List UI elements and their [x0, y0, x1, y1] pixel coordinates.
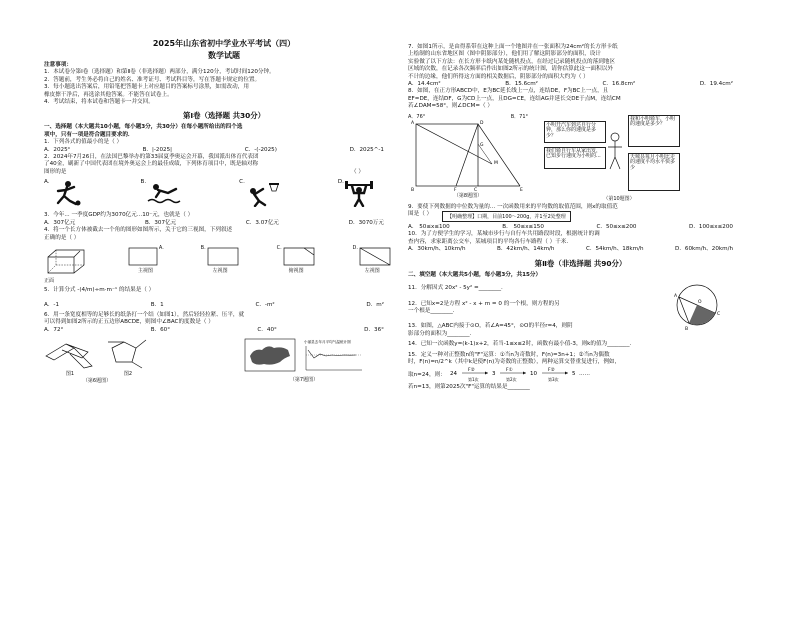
q10-figure: [544, 113, 694, 202]
q6-option-c: C．40°: [257, 326, 277, 333]
q8-option-b: B．71°: [510, 113, 528, 120]
svg-text:B: B: [411, 187, 415, 192]
q2-label-d: D.: [337, 179, 344, 186]
q6-option-d: D．36°: [364, 326, 384, 333]
q9-stem: 9．要使下列数据的中位数为量的... 一次函数用来的平均数的取值范围，则x的取值范: [408, 203, 618, 210]
q6-option-b: B．60°: [150, 326, 171, 333]
q4-view-d-shape: [358, 245, 392, 267]
basketball-player-icon: [245, 179, 281, 207]
q15: 取n=24，则：: [408, 371, 446, 378]
q8-line: EF=DE，连结DF，G为CD上一点，且DG=CE，连结AG并延长交DE于点M，连结CM: [408, 95, 621, 102]
q10-option-a: A．30km/h、10km/h: [408, 246, 466, 253]
notes-line: 1．本试卷分第Ⅰ卷（选择题）和第Ⅱ卷（非选择题）两部分，满分120分，考试时间120分钟。: [44, 69, 275, 76]
part1-intro: 项中，只有一项是符合题目要求的．: [44, 131, 134, 138]
q8-q10-figures: [408, 113, 753, 202]
right-column: [408, 44, 753, 392]
q12: 12．已知x=2是方程 x² - x + m = 0 的一个根，则方程的另: [408, 300, 560, 307]
q4-view-a: [127, 245, 164, 274]
q9-option-a: A． 50≤x≤100: [408, 224, 450, 231]
q1-options: [44, 147, 404, 154]
notes-line: 2．答题前，考生务必将自己的姓名、准考证号、考试科目等，写在答题卡规定的位置。: [44, 76, 261, 83]
svg-text:C: C: [717, 312, 721, 318]
q1-option-d: D．2025^-1: [349, 146, 384, 153]
q9-stem-row: [408, 211, 753, 222]
q10-speech-box: 小明开汽车到达自行分钟，那么你的速度是多少？: [544, 121, 606, 143]
q6-caption: （第6题图）: [82, 377, 112, 384]
q3-option-b: B．307亿元: [144, 219, 177, 226]
swimmer-icon: [146, 179, 182, 207]
q10-option-b: B．42km/h、14km/h: [496, 246, 555, 253]
q2-label-a: A.: [44, 179, 50, 186]
q2-figures: [44, 179, 404, 209]
q4-figures: [44, 245, 404, 283]
q6-stem: 可以得到如图2所示的正五边形ABCDE，则图中∠BAC的度数是（ ）: [44, 319, 214, 326]
svg-text:F: F: [454, 187, 457, 192]
q4-caption-a: 主视图: [137, 267, 153, 274]
part2-intro: 二、填空题（本大题共5小题，每小题3分，共15分）: [408, 271, 542, 278]
q4-label-a: A.: [158, 244, 164, 251]
notes-heading: 注意事项：: [44, 62, 72, 68]
q6-fig2-label: 图2: [123, 370, 133, 377]
chain-value: 10: [529, 371, 537, 378]
football-player-icon: [50, 179, 84, 207]
q4-caption-d: 左视图: [364, 267, 380, 274]
q10-line: 查内容，求家距离公交车，某城项目的平均各行车路程（ ）千米.: [408, 238, 569, 245]
chain-value: 3: [491, 371, 496, 378]
q4-view-d: [353, 245, 392, 274]
q7-line: 上绘制的山东省地区图（图中阴影部分），他们用了解这阴影部分的面积，设计: [408, 51, 601, 58]
q2-stem: 了40金，刷新了中国代表团在境外奥运会上的最佳成绩，下列体育项目中，既是轴对称: [44, 161, 259, 168]
q1-option-c: C．-(-2025): [244, 146, 277, 153]
q3-stem: 3．今年... 一季度GDP约为3070亿元...10⁻元，也就是（ ）: [44, 212, 194, 219]
q2-bracket: （ ）: [351, 168, 364, 175]
q2-stem: 2．2024年7月26日，在法国巴黎举办的第33届夏季奥运会开幕，我国派出体育代表团: [44, 154, 259, 161]
part2-heading: 第Ⅱ卷（非选择题 共90分）: [534, 258, 627, 268]
chain-ellipsis: ……: [578, 371, 590, 378]
q4-view-a-shape: [127, 245, 159, 267]
q3-options: [44, 220, 404, 227]
exam-subtitle: 数学试题: [208, 51, 240, 60]
q6-figure: [44, 338, 150, 384]
q4-label-b: B.: [200, 244, 206, 251]
q5-option-b: B．1: [150, 302, 164, 309]
q4-caption-c: 俯视图: [288, 267, 304, 274]
svg-text:A: A: [411, 120, 415, 126]
q7-line: 不计的边缘，他们所得这方面的相关数据后，阴影部分的面积大约为（ ）: [408, 73, 589, 80]
q5-option-d: D．m²: [366, 302, 384, 309]
q6-q7-figures: [44, 338, 404, 384]
square-geometry-figure: [408, 120, 528, 192]
svg-text:O: O: [698, 300, 702, 306]
shandong-map-figure: [244, 338, 296, 372]
chain-step: 第2次: [505, 377, 517, 383]
q2-stem: 图形的是: [44, 168, 67, 175]
q4-front-label: 正面: [44, 277, 55, 284]
svg-text:G: G: [480, 142, 484, 148]
q2-figure-b: [141, 179, 183, 207]
q10-line: 10．为了方便学生的学习，某城市步行与自行车共用路段时段，根据统计的调: [408, 231, 600, 238]
q7-line: 7．如图1所示，是由得系带在这种上面一个地图并在一张面积为24cm²的长方形卡纸: [408, 44, 618, 50]
chain-value: 5: [571, 371, 576, 378]
cuboid-figure: [44, 245, 90, 277]
chain-step: 第3次: [547, 377, 559, 383]
svg-text:C: C: [474, 187, 478, 192]
q12: 一个根是________.: [408, 307, 455, 314]
chain-op: F②: [467, 368, 475, 374]
q7-option-d: D．19.4cm²: [699, 81, 733, 88]
circle-triangle-figure: [671, 277, 723, 333]
q4-view-c-shape: [282, 245, 316, 267]
chain-op: F①: [505, 368, 513, 374]
q4-label-d: D.: [352, 244, 358, 251]
q10-speech-box: 我们骑自行车从家出发，已知步行速度为小明的...: [544, 147, 606, 169]
q4-view-c: [277, 245, 316, 274]
q3-option-c: C．3.07亿元: [245, 219, 280, 226]
q10-option-d: D．60km/h、20km/h: [675, 246, 733, 253]
q3-option-a: A．307亿元: [44, 219, 76, 226]
q5-option-a: A．-1: [44, 302, 59, 309]
person-icon: [604, 131, 626, 171]
svg-text:E: E: [520, 187, 523, 192]
q2-figure-c: [239, 179, 281, 207]
q15-chain-row: [408, 366, 753, 384]
part1-intro: 一、选择题（本大题共10小题，每小题3分，共30分）在每小题所给出的四个选: [44, 124, 243, 131]
svg-text:D: D: [480, 120, 484, 126]
q7-line: 区域的次数，在记录各次频率后作出如图2所示的统计图，请你估算此这一面积以外: [408, 66, 613, 73]
paper-knot-fig1: [44, 338, 96, 370]
q8-option-a: A．76°: [408, 113, 426, 120]
q13: 13．如图，△ABC内接于⊙O，若∠A=45°，⊙O的半径r=4，则阴: [408, 323, 573, 330]
q11: 11．分解因式 20x² - 5y² =________.: [408, 285, 503, 292]
q15: 15．定义一种对正整数n的"F"运算：①当n为奇数时，F(n)=3n+1；②当n为偶数: [408, 351, 610, 358]
q5-option-c: C．-m²: [255, 302, 275, 309]
f-operation-chain: [448, 366, 598, 384]
left-column: [44, 38, 404, 384]
exam-title: 2025年山东省初中学业水平考试（四）: [152, 39, 296, 48]
q15: 时，F(n)=n/2^k（其中k是使F(n)为奇数的正整数），两种运算交替重复进行，例如，: [408, 358, 621, 365]
svg-text:B: B: [685, 327, 689, 333]
notes-line: 橡皮擦干净后，再选涂其他答案。不能答在试卷上。: [44, 91, 173, 98]
q9-info-box: 【明确整理】口期，目前100～200g，并1至2处整理: [442, 211, 571, 222]
svg-text:A: A: [674, 294, 678, 300]
frequency-chart-figure: [300, 338, 364, 376]
q10-caption: （第10题图）: [603, 195, 635, 202]
q5-stem: 5．计算分式 -(4/m)÷m·m⁻¹ 的结果是（ ）: [44, 286, 155, 293]
q4-solid: [44, 245, 90, 284]
q2-label-b: B.: [140, 179, 147, 186]
q4-caption-b: 左视图: [212, 267, 228, 274]
weightlifter-icon: [344, 179, 374, 207]
q1-stem: 1．下列各式的值最小的是（ ）: [44, 139, 123, 146]
q7-option-c: C．16.8cm²: [602, 81, 636, 88]
q8-line: 若∠DAM=58°，则∠DCM=（ ）: [408, 103, 493, 110]
notes-line: 4．考试结束，将本试卷和答题卡一并交回。: [44, 99, 154, 106]
q3-option-d: D．3070万元: [348, 219, 384, 226]
q4-label-c: C.: [276, 244, 282, 251]
q10-options: [408, 246, 753, 253]
part1-heading: 第Ⅰ卷（选择题 共30分）: [182, 111, 266, 121]
q5-options: [44, 302, 404, 309]
q6-fig1-label: 图1: [65, 370, 75, 377]
q2-stem-row: [44, 169, 404, 176]
q10-speech-box: 我和小明骑车，小明的速度是多少？: [628, 115, 680, 147]
chain-step: 第1次: [467, 377, 479, 383]
q9-option-b: B． 50≤x≤150: [502, 224, 544, 231]
svg-text:M: M: [494, 160, 498, 166]
chain-value: 24: [449, 371, 457, 378]
q7-option-b: B．15.6cm²: [505, 81, 538, 88]
q7-caption: （第7题图）: [289, 376, 319, 383]
pentagon-knot-fig2: [106, 338, 150, 370]
q10-speech-box: 天城县每月小明比走的速度平均水平快多少: [628, 153, 680, 191]
q1-option-b: B．|-2025|: [142, 146, 173, 153]
q2-figure-d: [338, 179, 374, 207]
q4-view-b-shape: [206, 245, 240, 267]
fill-in-section: [408, 285, 753, 338]
q7-figure: [244, 338, 364, 383]
q14: 14．已知一次函数y=(k-1)x+2，若当-1≤x≤2时，函数有最小值-3，则k的值为________.: [408, 341, 632, 348]
q9-stem: 围是（ ）: [408, 211, 433, 218]
q6-option-a: A．72°: [44, 326, 64, 333]
q2-figure-a: [44, 179, 84, 207]
q9-option-d: D．100≤x≤200: [689, 224, 733, 231]
q1-option-a: A．2025⁰: [44, 146, 70, 153]
q9-option-c: C．50≤x≤200: [596, 224, 637, 231]
q2-label-c: C.: [239, 179, 245, 186]
q6-stem: 6．用一条宽度相等的足够长的纸条打一个结（如图1），然后轻轻拉紧、压平，就: [44, 311, 245, 318]
q4-stem: 正确的是（ ）: [44, 234, 80, 241]
q15: 若n=13，则第2025次"F"运算的结果是________: [408, 384, 530, 391]
q10-option-c: C．54km/h、18km/h: [585, 246, 644, 253]
q6-options: [44, 327, 404, 334]
q4-view-b: [201, 245, 240, 274]
q13: 影部分的面积为________.: [408, 330, 472, 337]
q7-chart-title: 小丽县去年月平均气温统计图: [304, 339, 351, 344]
q8-caption: （第8题图）: [453, 192, 483, 199]
q7-line: 实验做了以下方法：在长方形卡纸内某处随机投点，在经过记录随机投点的落到地区: [408, 58, 615, 65]
q8-line: 8．如图，在正方形ABCD中，E为BC延长线上一点，连结DE，F为BC上一点，且: [408, 88, 609, 95]
notes-line: 3．每小题选出答案后，用铅笔把答题卡上对应题目的答案标号涂黑，如需改动，用: [44, 84, 249, 91]
q7-option-a: A．14.4cm²: [408, 81, 441, 88]
chain-op: F②: [547, 368, 555, 374]
q8-figure: [408, 113, 528, 199]
q4-stem: 4．将一个长方体被截去一个角的图形如图所示，关于它的三视图，下列叙述: [44, 227, 233, 234]
